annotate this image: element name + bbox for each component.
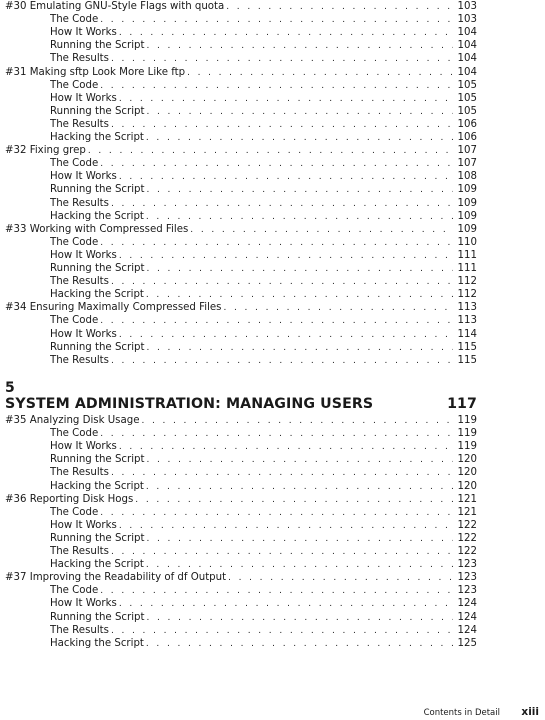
toc-entry-page: 119 <box>457 428 477 440</box>
toc-entry-section[interactable] <box>5 66 477 79</box>
toc-entry-title: How It Works <box>50 598 117 610</box>
toc-entry-title: The Results <box>50 53 109 65</box>
toc-entry-page: 104 <box>457 40 477 52</box>
toc-entry-title: Running the Script <box>50 611 145 623</box>
dot-leader <box>111 276 453 288</box>
toc-entry-title: The Results <box>50 118 109 130</box>
toc-entry-title: How It Works <box>50 328 117 340</box>
dot-leader <box>100 237 452 249</box>
toc-entry-subsection[interactable] <box>50 262 477 275</box>
toc-entry-subsection[interactable] <box>50 427 477 440</box>
toc-entry-title: #37 Improving the Readability of df Output <box>5 572 227 584</box>
toc-entry-section[interactable] <box>5 223 477 236</box>
toc-entry-page: 109 <box>457 210 477 222</box>
toc-entry-title: #33 Working with Compressed Files <box>5 223 189 235</box>
dot-leader <box>119 27 453 39</box>
dot-leader <box>147 454 453 466</box>
toc-entry-subsection[interactable] <box>50 637 477 650</box>
toc-entry-page: 105 <box>457 92 477 104</box>
toc-entry-title: Running the Script <box>50 105 145 117</box>
toc-entry-subsection[interactable] <box>50 275 477 288</box>
dot-leader <box>147 40 453 52</box>
toc-entry-title: The Results <box>50 624 109 636</box>
toc-entry-page: 119 <box>457 441 477 453</box>
toc-entry-subsection[interactable] <box>50 558 477 571</box>
dot-leader <box>111 625 453 637</box>
dot-leader <box>100 80 452 92</box>
toc-entry-subsection[interactable] <box>50 39 477 52</box>
toc-entry-page: 114 <box>457 328 477 340</box>
toc-entry-subsection[interactable] <box>50 26 477 39</box>
dot-leader <box>111 546 453 558</box>
dot-leader <box>190 224 452 236</box>
toc-entry-title: Hacking the Script <box>50 559 144 571</box>
chapter-page: 117 <box>447 396 477 412</box>
toc-entry-page: 124 <box>457 624 477 636</box>
toc-entry-page: 107 <box>457 158 477 170</box>
toc-entry-page: 115 <box>457 341 477 353</box>
toc-entry-section[interactable] <box>5 414 477 427</box>
toc-entry-title: How It Works <box>50 441 117 453</box>
dot-leader <box>88 145 453 157</box>
toc-entry-title: Running the Script <box>50 40 145 52</box>
toc-entry-title: How It Works <box>50 249 117 261</box>
toc-entry-subsection[interactable] <box>50 79 477 92</box>
toc-entry-page: 109 <box>457 184 477 196</box>
dot-leader <box>111 119 453 131</box>
dot-leader <box>100 158 452 170</box>
toc-entry-subsection[interactable] <box>50 249 477 262</box>
toc-entry-page: 112 <box>457 289 477 301</box>
dot-leader <box>146 638 453 650</box>
toc-entry-page: 119 <box>457 415 477 426</box>
toc-entry-subsection[interactable] <box>50 197 477 210</box>
toc-entry-subsection[interactable] <box>50 236 477 249</box>
toc-entry-subsection[interactable] <box>50 611 477 624</box>
toc-entry-page: 109 <box>457 223 477 235</box>
chapter-heading[interactable] <box>5 396 477 412</box>
toc-entry-subsection[interactable] <box>50 354 477 367</box>
toc-entry-title: The Results <box>50 276 109 288</box>
toc-entry-title: The Results <box>50 546 109 557</box>
toc-entry-page: 110 <box>457 236 477 248</box>
toc-entry-subsection[interactable] <box>50 131 477 144</box>
toc-entry-page: 123 <box>457 585 477 597</box>
dot-leader <box>147 612 453 624</box>
toc-entry-title: The Code <box>50 585 99 597</box>
dot-leader <box>119 93 453 105</box>
toc-entry-page: 112 <box>457 276 477 288</box>
dot-leader <box>147 106 453 118</box>
toc-entry-title: How It Works <box>50 92 117 104</box>
toc-entry-page: 121 <box>457 493 477 505</box>
footer-page-number: xiii <box>521 706 539 718</box>
toc-entry-page: 104 <box>457 53 477 65</box>
dot-leader <box>141 415 452 427</box>
dot-leader <box>119 329 453 341</box>
toc-entry-page: 108 <box>457 171 477 183</box>
toc-entry-title: How It Works <box>50 27 117 39</box>
toc-entry-page: 120 <box>457 454 477 466</box>
toc-entry-page: 120 <box>457 467 477 479</box>
toc-entry-page: 113 <box>457 315 477 327</box>
dot-leader <box>111 355 453 367</box>
toc-entry-page: 123 <box>457 572 477 584</box>
dot-leader <box>119 441 453 453</box>
toc-entry-subsection[interactable] <box>50 466 477 479</box>
toc-entry-title: How It Works <box>50 519 117 531</box>
toc-entry-subsection[interactable] <box>50 584 477 597</box>
dot-leader <box>119 598 453 610</box>
dot-leader <box>119 250 453 262</box>
toc-entry-page: 122 <box>457 532 477 544</box>
toc-entry-subsection[interactable] <box>50 453 477 466</box>
toc-entry-title: The Code <box>50 158 99 170</box>
toc-entry-title: The Code <box>50 79 99 91</box>
toc-entry-subsection[interactable] <box>50 440 477 453</box>
toc-entry-section[interactable] <box>5 144 477 157</box>
toc-entry-page: 123 <box>457 559 477 571</box>
toc-entry-page: 103 <box>457 1 477 12</box>
dot-leader <box>146 289 453 301</box>
toc-entry-title: Running the Script <box>50 341 145 353</box>
toc-entry-title: #30 Emulating GNU-Style Flags with quota <box>5 1 225 12</box>
dot-leader <box>100 507 452 519</box>
toc-entry-title: Hacking the Script <box>50 637 144 649</box>
dot-leader <box>119 520 453 532</box>
dot-leader <box>147 263 453 275</box>
toc-entry-section[interactable] <box>5 301 477 314</box>
toc-entry-subsection[interactable] <box>50 480 477 493</box>
toc-entry-title: #31 Making sftp Look More Like ftp <box>5 66 186 78</box>
dot-leader <box>226 1 452 13</box>
toc-entry-title: How It Works <box>50 171 117 183</box>
toc-entry-page: 115 <box>457 354 477 366</box>
dot-leader <box>100 315 452 327</box>
toc-entry-subsection[interactable] <box>50 597 477 610</box>
dot-leader <box>100 14 452 26</box>
dot-leader <box>111 198 453 210</box>
toc-entry-page: 106 <box>457 132 477 143</box>
toc-entry-section[interactable] <box>5 0 477 13</box>
toc-entry-subsection[interactable] <box>50 118 477 131</box>
toc-entry-title: Running the Script <box>50 532 145 544</box>
toc-entry-subsection[interactable] <box>50 314 477 327</box>
chapter-title: SYSTEM ADMINISTRATION: MANAGING USERS <box>5 396 374 412</box>
toc-entry-subsection[interactable] <box>50 519 477 532</box>
toc-entry-title: Running the Script <box>50 263 145 274</box>
dot-leader <box>147 533 453 545</box>
dot-leader <box>228 572 452 584</box>
dot-leader <box>135 494 452 506</box>
dot-leader <box>187 67 452 79</box>
dot-leader <box>119 171 453 183</box>
toc-entry-page: 107 <box>457 145 477 157</box>
toc-entry-title: The Code <box>50 236 99 248</box>
toc-entry-subsection[interactable] <box>50 532 477 545</box>
toc-entry-page: 105 <box>457 79 477 91</box>
toc-entry-subsection[interactable] <box>50 183 477 196</box>
toc-entry-title: Hacking the Script <box>50 480 144 492</box>
toc-entry-title: #35 Analyzing Disk Usage <box>5 415 140 426</box>
toc-entry-page: 111 <box>457 249 477 261</box>
toc-entry-title: Hacking the Script <box>50 132 144 143</box>
dot-leader <box>111 467 453 479</box>
toc-entry-subsection[interactable] <box>50 506 477 519</box>
dot-leader <box>146 211 453 223</box>
toc-entry-page: 113 <box>457 302 477 314</box>
toc-entry-title: Hacking the Script <box>50 289 144 301</box>
toc-entry-title: Running the Script <box>50 184 145 196</box>
toc-entry-title: The Code <box>50 428 99 440</box>
toc-entry-subsection[interactable] <box>50 157 477 170</box>
dot-leader <box>100 585 452 597</box>
dot-leader <box>146 132 453 144</box>
toc-entry-subsection[interactable] <box>50 328 477 341</box>
toc-entry-subsection[interactable] <box>50 288 477 301</box>
toc-entry-title: The Results <box>50 197 109 209</box>
toc-entry-title: The Results <box>50 467 109 479</box>
toc-entry-title: #36 Reporting Disk Hogs <box>5 493 134 505</box>
footer-label: Contents in Detail <box>423 708 500 718</box>
toc-entry-page: 122 <box>457 519 477 531</box>
toc-entry-subsection[interactable] <box>50 170 477 183</box>
dot-leader <box>146 481 453 493</box>
toc-entry-title: Hacking the Script <box>50 210 144 222</box>
toc-entry-page: 104 <box>457 27 477 39</box>
toc-entry-page: 122 <box>457 546 477 557</box>
toc-entry-title: The Results <box>50 354 109 366</box>
toc-entry-subsection[interactable] <box>50 341 477 354</box>
toc-entry-page: 125 <box>457 637 477 649</box>
toc-entry-section[interactable] <box>5 571 477 584</box>
toc-entry-page: 109 <box>457 197 477 209</box>
toc-entry-subsection[interactable] <box>50 52 477 65</box>
toc-entry-page: 103 <box>457 14 477 26</box>
toc-entry-page: 124 <box>457 598 477 610</box>
toc-entry-subsection[interactable] <box>50 13 477 26</box>
toc-entry-title: The Code <box>50 315 99 327</box>
toc-entry-section[interactable] <box>5 493 477 506</box>
toc-entry-page: 105 <box>457 105 477 117</box>
chapter-number: 5 <box>5 380 15 396</box>
dot-leader <box>147 184 453 196</box>
toc-entry-page: 124 <box>457 611 477 623</box>
toc-entry-subsection[interactable] <box>50 210 477 223</box>
dot-leader <box>147 342 453 354</box>
toc-entry-title: The Code <box>50 14 99 26</box>
toc-entry-subsection[interactable] <box>50 545 477 558</box>
toc-entry-subsection[interactable] <box>50 624 477 637</box>
dot-leader <box>111 53 453 65</box>
toc-entry-page: 121 <box>457 506 477 518</box>
toc-entry-title: #34 Ensuring Maximally Compressed Files <box>5 302 222 314</box>
toc-entry-subsection[interactable] <box>50 92 477 105</box>
toc-entry-title: #32 Fixing grep <box>5 145 86 157</box>
dot-leader <box>100 428 452 440</box>
toc-entry-title: Running the Script <box>50 454 145 466</box>
toc-entry-title: The Code <box>50 506 99 518</box>
toc-entry-subsection[interactable] <box>50 105 477 118</box>
toc-entry-page: 111 <box>457 263 477 274</box>
dot-leader <box>146 559 453 571</box>
toc-entry-page: 104 <box>457 66 477 78</box>
dot-leader <box>223 302 452 314</box>
toc-entry-page: 106 <box>457 118 477 130</box>
toc-entry-page: 120 <box>457 480 477 492</box>
